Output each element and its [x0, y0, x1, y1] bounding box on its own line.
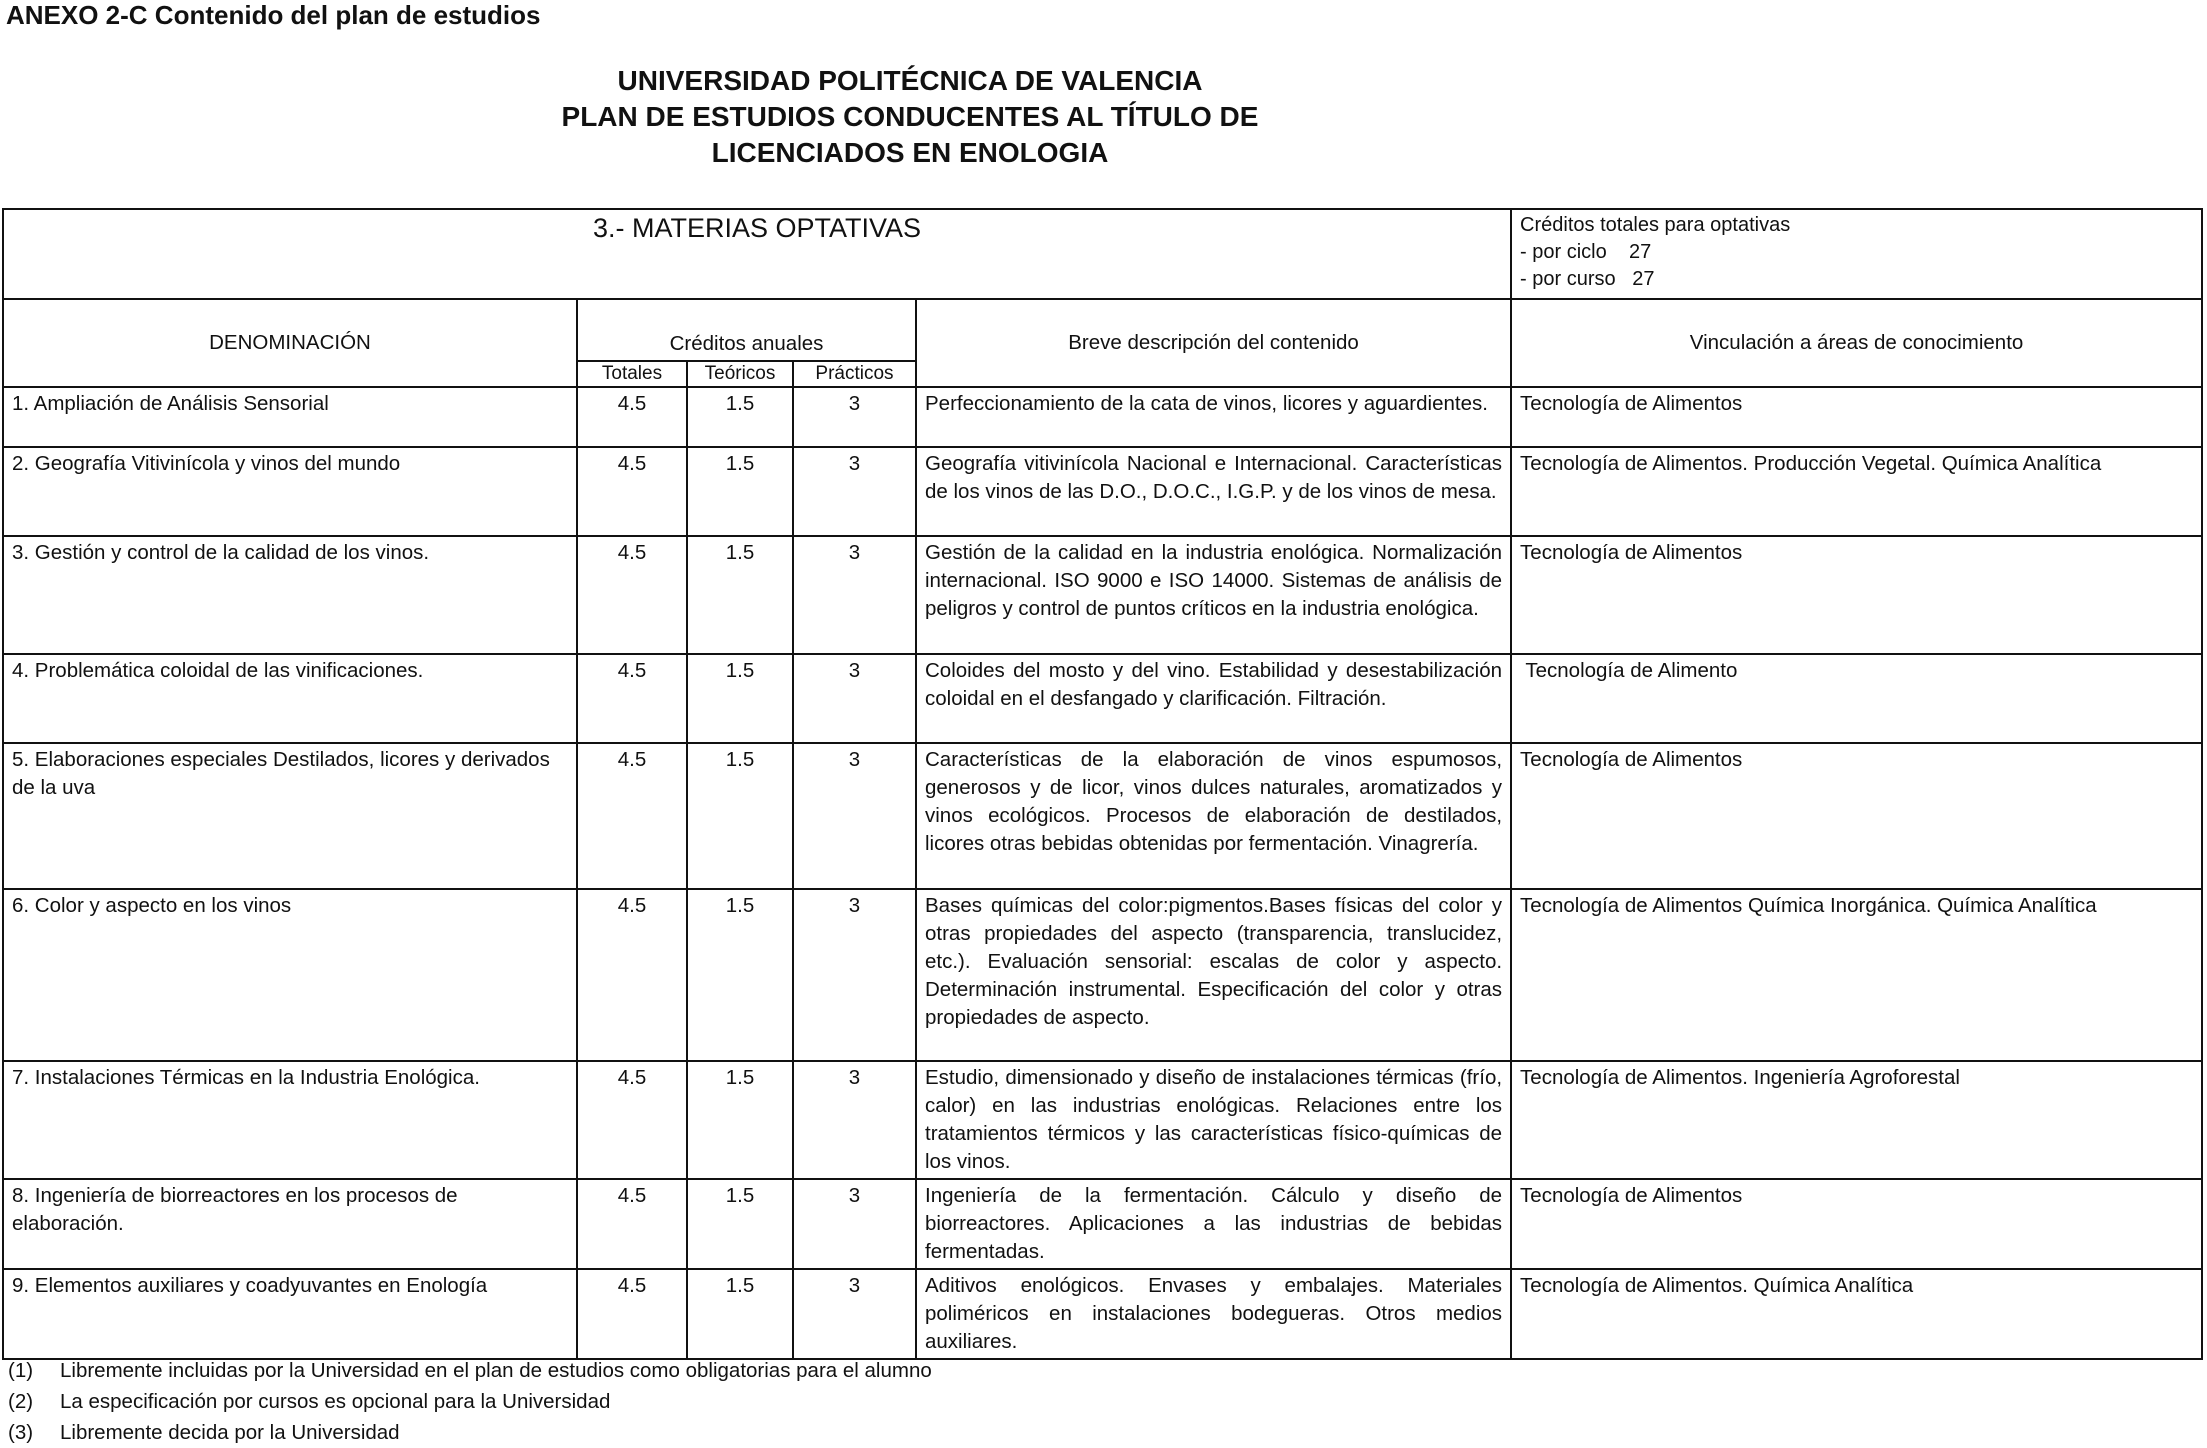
annex-title: ANEXO 2-C Contenido del plan de estudios [6, 0, 541, 30]
row-practicos: 3 [793, 387, 916, 447]
table-row [3, 387, 2202, 447]
category-title: 3.- MATERIAS OPTATIVAS [3, 209, 1511, 299]
row-vinculacion: Tecnología de Alimentos. Química Analítica [1511, 1269, 2202, 1359]
row-practicos: 3 [793, 654, 916, 743]
row-vinculacion: Tecnología de Alimentos [1511, 536, 2202, 654]
header-practicos: Prácticos [793, 361, 916, 387]
row-teoricos: 1.5 [687, 654, 793, 743]
footnotes [8, 1355, 932, 1448]
row-totales: 4.5 [577, 743, 687, 889]
footnote [8, 1417, 932, 1448]
footnote-number: (1) [8, 1359, 34, 1382]
row-vinculacion: Tecnología de Alimentos [1511, 1179, 2202, 1269]
row-denominacion: 5. Elaboraciones especiales Destilados, licores y derivados de la uva [3, 743, 577, 889]
credits-totals [1511, 209, 2202, 299]
row-practicos: 3 [793, 889, 916, 1061]
row-practicos: 3 [793, 447, 916, 536]
row-practicos: 3 [793, 1269, 916, 1359]
header-totales: Totales [577, 361, 687, 387]
row-descripcion: Ingeniería de la fermentación. Cálculo y diseño de biorreactores. Aplicaciones a las industrias de bebidas fermentadas. [916, 1179, 1511, 1269]
row-totales: 4.5 [577, 536, 687, 654]
footnote [8, 1355, 932, 1386]
row-practicos: 3 [793, 1179, 916, 1269]
heading-degree: LICENCIADOS EN ENOLOGIA [711, 137, 1109, 168]
footnote-text: Libremente incluidas por la Universidad en el plan de estudios como obligatorias para el alumno [60, 1359, 932, 1382]
row-vinculacion: Tecnología de Alimento [1511, 654, 2202, 743]
row-denominacion: 6. Color y aspecto en los vinos [3, 889, 577, 1061]
header-descripcion: Breve descripción del contenido [916, 299, 1511, 387]
row-denominacion: 7. Instalaciones Térmicas en la Industria Enológica. [3, 1061, 577, 1179]
row-descripcion: Características de la elaboración de vinos espumosos, generosos y de licor, vinos dulces naturales, aromatizados y vinos ecológicos. Procesos de elaboración de destilados, licores otras bebidas obtenidas por fermentación. Vinagrería. [916, 743, 1511, 889]
row-totales: 4.5 [577, 1061, 687, 1179]
row-totales: 4.5 [577, 889, 687, 1061]
footnote-text: La especificación por cursos es opcional para la Universidad [60, 1390, 611, 1413]
header-vinculacion: Vinculación a áreas de conocimiento [1511, 299, 2202, 387]
row-totales: 4.5 [577, 654, 687, 743]
table-row [3, 447, 2202, 536]
footnote-number: (3) [8, 1421, 34, 1444]
row-teoricos: 1.5 [687, 1061, 793, 1179]
footnote-text: Libremente decida por la Universidad [60, 1421, 400, 1444]
heading-university: UNIVERSIDAD POLITÉCNICA DE VALENCIA [617, 65, 1203, 96]
row-descripcion: Bases químicas del color:pigmentos.Bases físicas del color y otras propiedades del aspecto (transparencia, translucidez, etc.). Evaluación sensorial: escalas de color y aspecto. Determinación instrumental. Especificación del color y otras propiedades de aspecto. [916, 889, 1511, 1061]
table-row [3, 743, 2202, 889]
table-row [3, 1061, 2202, 1179]
row-descripcion: Aditivos enológicos. Envases y embalajes. Materiales poliméricos en instalaciones bodegueras. Otros medios auxiliares. [916, 1269, 1511, 1359]
row-denominacion: 8. Ingeniería de biorreactores en los procesos de elaboración. [3, 1179, 577, 1269]
row-teoricos: 1.5 [687, 1179, 793, 1269]
row-descripcion: Estudio, dimensionado y diseño de instalaciones térmicas (frío, calor) en las industrias enológicas. Relaciones entre los tratamientos térmicos y las características físico-químicas de los vinos. [916, 1061, 1511, 1179]
row-descripcion: Geografía vitivinícola Nacional e Internacional. Características de los vinos de las D.O., D.O.C., I.G.P. y de los vinos de mesa. [916, 447, 1511, 536]
row-teoricos: 1.5 [687, 889, 793, 1061]
row-practicos: 3 [793, 536, 916, 654]
table-row [3, 536, 2202, 654]
row-descripcion: Perfeccionamiento de la cata de vinos, licores y aguardientes. [916, 387, 1511, 447]
row-descripcion: Coloides del mosto y del vino. Estabilidad y desestabilización coloidal en el desfangado y clarificación. Filtración. [916, 654, 1511, 743]
table-row [3, 1179, 2202, 1269]
study-plan-table [2, 208, 2203, 1360]
row-descripcion: Gestión de la calidad en la industria enológica. Normalización internacional. ISO 9000 e ISO 14000. Sistemas de análisis de peligros y control de puntos críticos en la industria enológica. [916, 536, 1511, 654]
credits-totals-label: Créditos totales para optativas [1520, 214, 1791, 236]
credits-por-ciclo: - por ciclo 27 [1520, 241, 1652, 263]
header-teoricos: Teóricos [687, 361, 793, 387]
table-row [3, 1269, 2202, 1359]
row-denominacion: 3. Gestión y control de la calidad de los vinos. [3, 536, 577, 654]
credits-por-curso: - por curso 27 [1520, 268, 1655, 290]
row-vinculacion: Tecnología de Alimentos. Ingeniería Agroforestal [1511, 1061, 2202, 1179]
row-totales: 4.5 [577, 1269, 687, 1359]
row-denominacion: 1. Ampliación de Análisis Sensorial [3, 387, 577, 447]
row-teoricos: 1.5 [687, 536, 793, 654]
row-teoricos: 1.5 [687, 743, 793, 889]
row-practicos: 3 [793, 743, 916, 889]
row-denominacion: 4. Problemática coloidal de las vinificaciones. [3, 654, 577, 743]
header-denominacion: DENOMINACIÓN [3, 299, 577, 387]
heading-plan: PLAN DE ESTUDIOS CONDUCENTES AL TÍTULO DE [561, 101, 1259, 132]
table-row [3, 889, 2202, 1061]
row-vinculacion: Tecnología de Alimentos [1511, 387, 2202, 447]
row-practicos: 3 [793, 1061, 916, 1179]
row-vinculacion: Tecnología de Alimentos Química Inorgánica. Química Analítica [1511, 889, 2202, 1061]
row-denominacion: 2. Geografía Vitivinícola y vinos del mundo [3, 447, 577, 536]
footnote [8, 1386, 932, 1417]
row-totales: 4.5 [577, 447, 687, 536]
row-vinculacion: Tecnología de Alimentos. Producción Vegetal. Química Analítica [1511, 447, 2202, 536]
row-teoricos: 1.5 [687, 387, 793, 447]
row-teoricos: 1.5 [687, 447, 793, 536]
table-row [3, 654, 2202, 743]
footnote-number: (2) [8, 1390, 34, 1413]
row-totales: 4.5 [577, 387, 687, 447]
row-teoricos: 1.5 [687, 1269, 793, 1359]
header-creditos-anuales: Créditos anuales [577, 299, 916, 361]
row-denominacion: 9. Elementos auxiliares y coadyuvantes en Enología [3, 1269, 577, 1359]
row-vinculacion: Tecnología de Alimentos [1511, 743, 2202, 889]
row-totales: 4.5 [577, 1179, 687, 1269]
